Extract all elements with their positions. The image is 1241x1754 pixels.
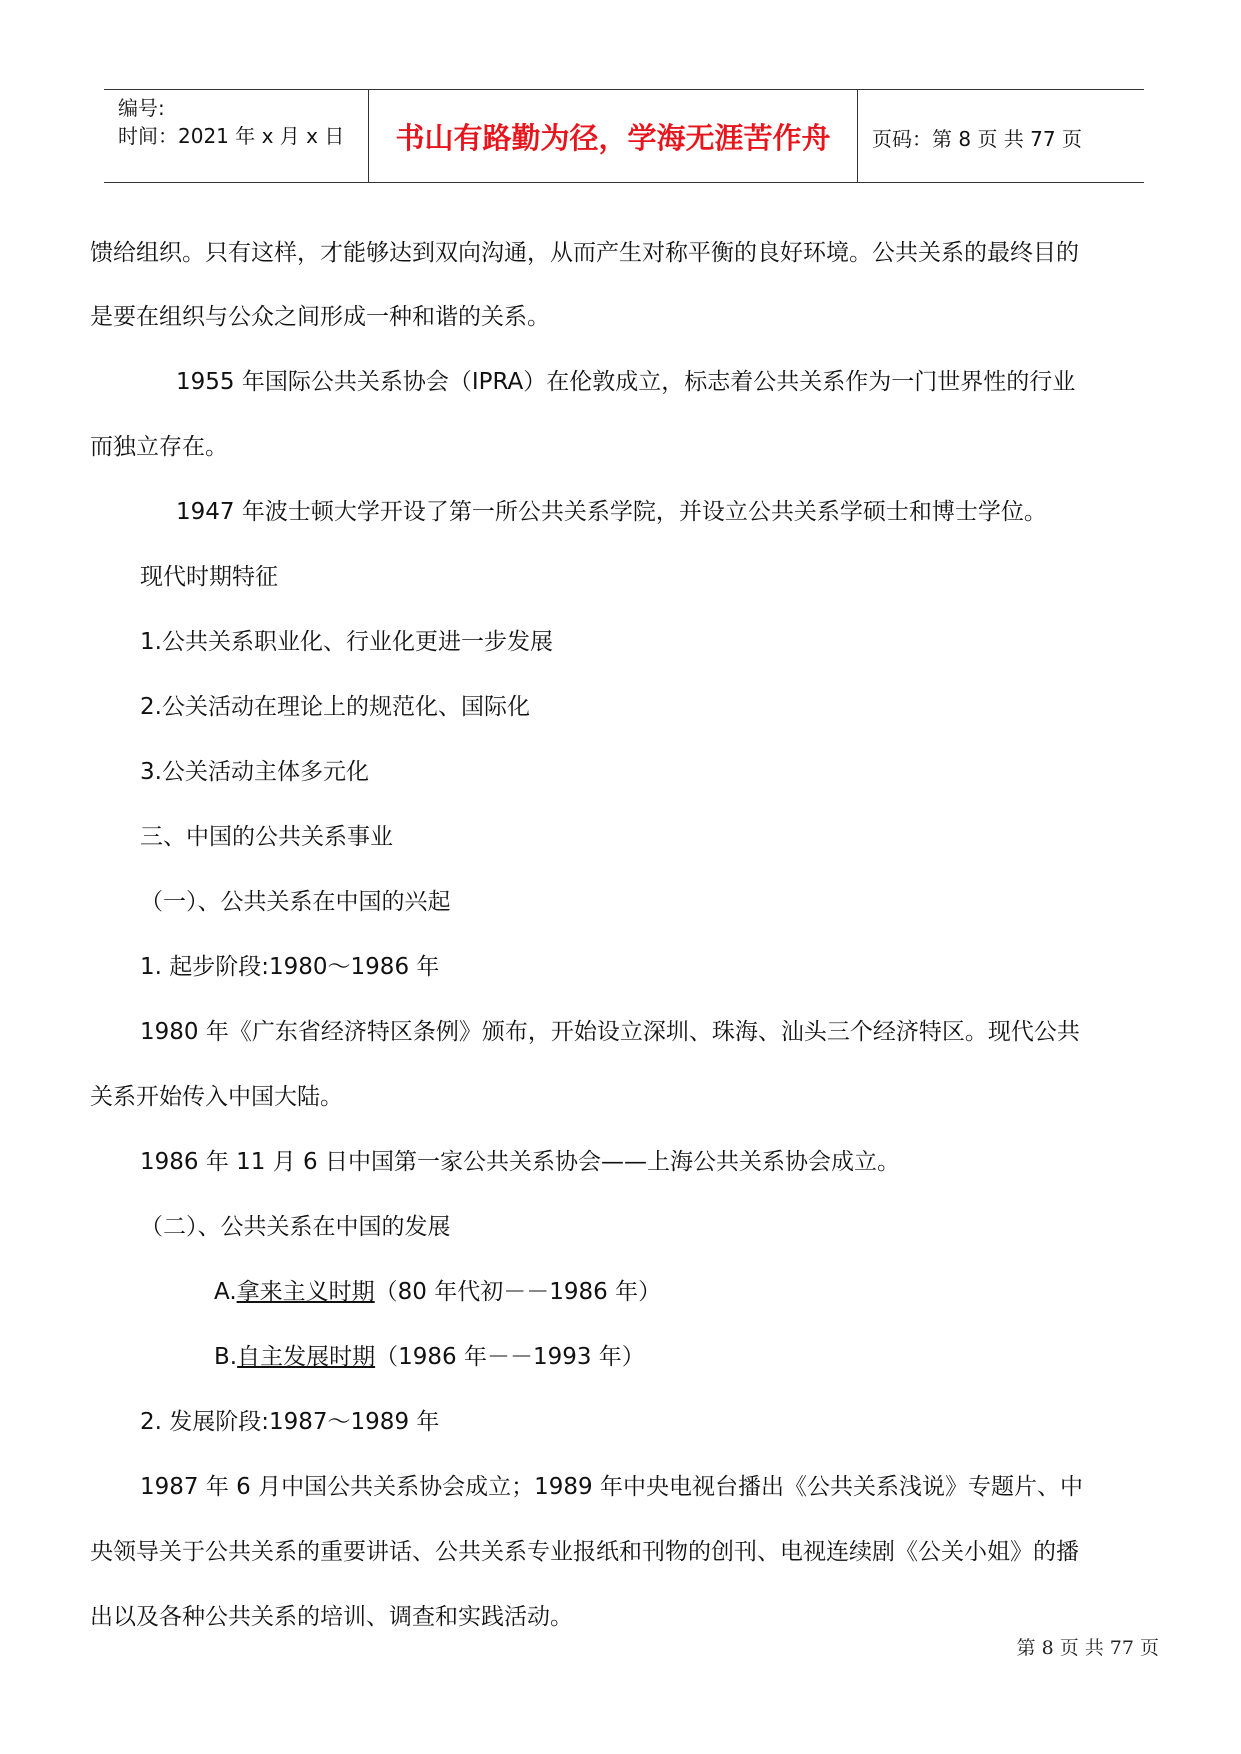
document-header [104, 89, 1144, 183]
period-letter: B. [214, 1344, 238, 1370]
paragraph-line: 1986 年 11 月 6 日中国第一家公共关系协会——上海公共关系协会成立。 [140, 1149, 900, 1175]
paragraph-line: 1987 年 6 月中国公共关系协会成立；1989 年中央电视台播出《公共关系浅说》专题片、中 [140, 1474, 1083, 1500]
paragraph-line: 关系开始传入中国大陆。 [90, 1084, 343, 1110]
period-letter: A. [214, 1279, 237, 1305]
period-range: （1986 年－－1993 年） [375, 1344, 645, 1370]
period-name: 拿来主义时期 [236, 1279, 375, 1305]
paragraph-line: 而独立存在。 [90, 434, 228, 460]
period-item-a [214, 1273, 661, 1306]
subsection-heading: （二）、公共关系在中国的发展 [140, 1214, 451, 1240]
header-left-cell [104, 90, 368, 182]
page-info: 页码：第 8 页 共 77 页 [872, 127, 1082, 151]
motto: 书山有路勤为径，学海无涯苦作舟 [395, 121, 831, 155]
paragraph-line: 是要在组织与公众之间形成一种和谐的关系。 [90, 304, 550, 330]
time-label: 时间：2021 年 x 月 x 日 [118, 124, 345, 148]
stage-heading: 1. 起步阶段:1980～1986 年 [140, 954, 440, 980]
paragraph-line: 出以及各种公共关系的培训、调查和实践活动。 [90, 1604, 573, 1630]
paragraph-line: 1955 年国际公共关系协会（IPRA）在伦敦成立，标志着公共关系作为一门世界性的行业 [176, 369, 1076, 395]
list-item: 2.公关活动在理论上的规范化、国际化 [140, 694, 530, 720]
page-footer: 第 8 页 共 77 页 [1016, 1637, 1159, 1659]
period-range: （80 年代初－－1986 年） [374, 1279, 662, 1305]
number-label: 编号: [118, 96, 165, 120]
paragraph-line: 馈给组织。只有这样，才能够达到双向沟通，从而产生对称平衡的良好环境。公共关系的最终目的 [90, 240, 1079, 266]
stage-heading: 2. 发展阶段:1987～1989 年 [140, 1409, 440, 1435]
list-item: 3.公关活动主体多元化 [140, 759, 369, 785]
section-heading: 三、中国的公共关系事业 [140, 824, 393, 850]
header-right-cell [858, 90, 1144, 182]
paragraph-line: 1980 年《广东省经济特区条例》颁布，开始设立深圳、珠海、汕头三个经济特区。现代公共 [140, 1019, 1080, 1045]
list-item: 1.公共关系职业化、行业化更进一步发展 [140, 629, 553, 655]
paragraph-line: 央领导关于公共关系的重要讲话、公共关系专业报纸和刊物的创刊、电视连续剧《公关小姐》的播 [90, 1539, 1079, 1565]
section-heading: 现代时期特征 [140, 564, 278, 590]
paragraph-line: 1947 年波士顿大学开设了第一所公共关系学院，并设立公共关系学硕士和博士学位。 [176, 499, 1047, 525]
subsection-heading: （一）、公共关系在中国的兴起 [140, 889, 451, 915]
period-item-b [214, 1338, 645, 1371]
period-name: 自主发展时期 [237, 1344, 376, 1370]
header-middle-cell [368, 90, 858, 182]
